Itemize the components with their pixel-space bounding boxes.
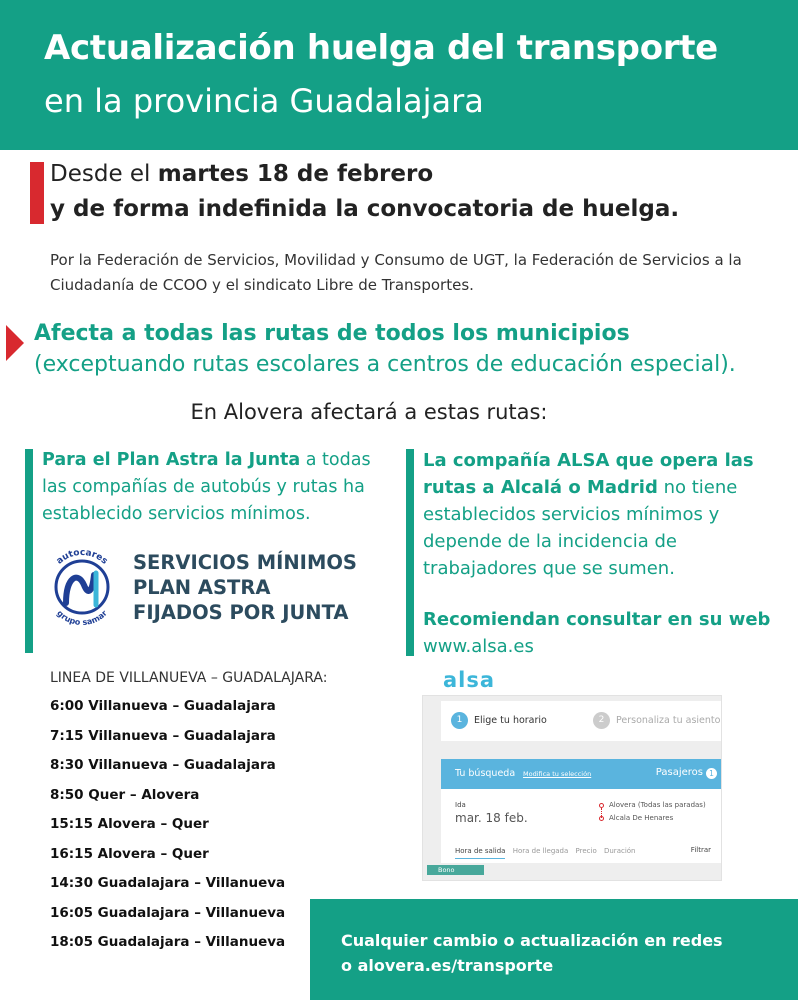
sort-tabs (455, 847, 641, 855)
page-title: Actualización huelga del transporte (44, 28, 718, 68)
logo-line-2: PLAN ASTRA (133, 576, 271, 599)
alsa-bold: La compañía ALSA que opera las rutas a Alcalá o Madrid (423, 450, 754, 498)
page-subtitle: en la provincia Guadalajara (44, 82, 484, 120)
alsa-regular: no tiene establecidos servicios mínimos y depende de la incidencia de trabajadores que se sumen. (423, 477, 738, 579)
step-customize-seat (593, 712, 720, 729)
affects-regular: (exceptuando rutas escolares a centros de educación especial). (34, 352, 736, 377)
destination-stop: Alcala De Henares (609, 814, 674, 822)
affects-bold: Afecta a todas las rutas de todos los municipios (34, 321, 630, 346)
recommend-text: Recomiendan consultar en su web (423, 609, 771, 630)
modify-selection-link: Modifica tu selección (523, 770, 592, 778)
header-banner (0, 0, 798, 150)
footer-line-1: Cualquier cambio o actualización en redes (341, 931, 723, 950)
left-green-bar (25, 449, 33, 653)
strike-indefinite: y de forma indefinida la convocatoria de huelga. (50, 196, 680, 222)
route-item: 16:05 Guadalajara – Villanueva (50, 904, 286, 921)
booking-steps (441, 701, 722, 741)
footer-line-2[interactable]: o alovera.es/transporte (341, 956, 554, 975)
grupo-samar-logo (40, 545, 124, 629)
astra-regular: a todas las compañías de autobús y rutas ha establecido servicios mínimos. (42, 450, 371, 524)
tab-price: Precio (575, 847, 597, 855)
logo-line-3: FIJADOS POR JUNTA (133, 601, 349, 624)
step-1-label: Elige tu horario (474, 715, 547, 726)
affects-block (34, 318, 779, 380)
route-item: 18:05 Guadalajara – Villanueva (50, 934, 286, 950)
route-item: 16:15 Alovera – Quer (50, 845, 209, 862)
route-item: 7:15 Villanueva – Guadalajara (50, 727, 276, 744)
red-triangle-icon (6, 325, 24, 361)
strike-line-1 (50, 157, 679, 192)
linea-title: LINEA DE VILLANUEVA – GUADALAJARA: (50, 670, 328, 686)
right-green-bar (406, 449, 414, 656)
alsa-booking-screenshot (422, 695, 722, 881)
search-details (441, 789, 722, 863)
origin-stop: Alovera (Todas las paradas) (609, 801, 706, 809)
minimum-services-label (133, 550, 357, 625)
step-2-label: Personaliza tu asiento (616, 715, 721, 726)
route-item: 8:30 Villanueva – Guadalajara (50, 757, 276, 773)
astra-bold: Para el Plan Astra la Junta (42, 450, 301, 470)
step-1-number: 1 (451, 712, 468, 729)
route-item: 14:30 Guadalajara – Villanueva (50, 875, 286, 891)
passengers-count: 1 (706, 768, 717, 779)
logo-line-1: SERVICIOS MÍNIMOS (133, 551, 357, 574)
red-accent-bar (30, 162, 44, 224)
tab-duration: Duración (603, 847, 636, 855)
strike-prefix: Desde el (50, 161, 158, 187)
search-summary-bar (441, 759, 722, 789)
destination-dot-icon (599, 816, 604, 821)
outbound-date: mar. 18 feb. (455, 811, 528, 825)
logo-ring-bottom: grupo samar (55, 608, 109, 628)
alsa-logo: alsa (443, 668, 496, 692)
bono-tag: Bono (427, 865, 484, 875)
strike-date-block (50, 157, 679, 227)
route-item: 15:15 Alovera – Quer (50, 816, 209, 832)
alovera-routes-title: En Alovera afectará a estas rutas: (190, 400, 548, 424)
federations-text: Por la Federación de Servicios, Movilidad y Consumo de UGT, la Federación de Servicios a la Ciudadanía de CCOO y el sindicato Libre de Transportes. (50, 251, 742, 294)
logo-ring-top: autocares (54, 547, 110, 567)
passengers-label: Pasajeros (655, 767, 703, 778)
footer-text (341, 928, 723, 978)
search-label: Tu búsqueda (455, 768, 516, 779)
alsa-web-link[interactable]: www.alsa.es (423, 636, 534, 657)
route-item: 6:00 Villanueva – Guadalajara (50, 698, 276, 714)
outbound-label: Ida (455, 801, 466, 809)
route-item: 8:50 Quer – Alovera (50, 786, 200, 803)
filter-button: Filtrar (690, 846, 711, 854)
footer-banner (310, 899, 798, 1000)
step-choose-schedule (451, 712, 547, 729)
routes-list (50, 698, 285, 964)
strike-date: martes 18 de febrero (157, 161, 434, 187)
step-2-number: 2 (593, 712, 610, 729)
astra-text (42, 447, 387, 528)
alsa-text (423, 447, 788, 582)
tab-arrival: Hora de llegada (512, 847, 569, 855)
strike-line-2 (50, 192, 679, 227)
tab-departure: Hora de salida (455, 847, 505, 859)
